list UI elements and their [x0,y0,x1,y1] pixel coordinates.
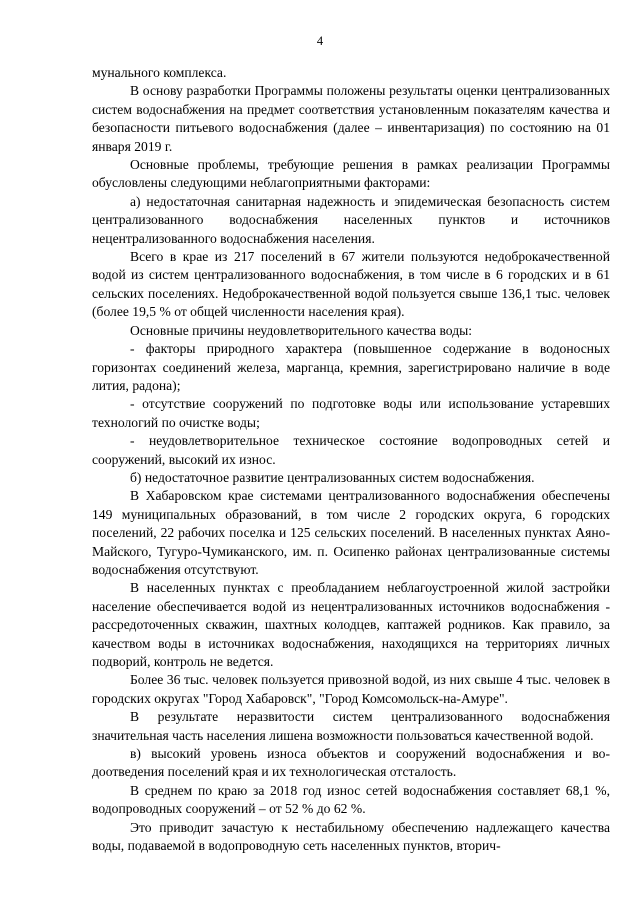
paragraph-main-problems: Основные проблемы, требующие решения в рамках реализации Программы обусловлены следующими неблагоприятными факторами: [92,157,610,191]
paragraph-main-causes: Основные причины неудовлетворительного качества воды: [130,322,473,338]
paragraph-program-basis: В основу разработки Программы положены результаты оценки централизованных систем водоснабжения на предмет соответствия установленным показателям качества и безопасности питьевого водоснабжения (далее – инвентаризация) по состоянию на 01 января 2019 г. [92,83,610,154]
paragraph-factor-b: б) недостаточное развитие централизованных систем водоснабжения. [130,469,535,485]
paragraph-cause-natural: - факторы природного характера (повышенное содержание в водоносных горизонтах соединений железа, марганца, кремния, зарегистрировано наличие в воде лития, радона); [92,341,610,393]
paragraph-delivered-water: Более 36 тыс. человек пользуется привозной водой, из них свыше 4 тыс. человек в городских округах "Город Хабаровск", "Город Комсомольск-на-Амуре". [92,672,610,706]
paragraph-wear-statistics: В среднем по краю за 2018 год износ сетей водоснабжения составляет 68,1 %, водопроводных сооружений – от 52 % до 62 %. [92,782,610,817]
paragraph-continuation: мунального комплекса. [92,65,227,80]
paragraph-consequences: Это приводит зачастую к нестабильному обеспечению надлежащего качества воды, подаваемой в водопроводную сеть населенных пунктов, вторич- [92,819,610,854]
paragraph-poor-quality-water: Всего в крае из 217 поселений в 67 жители пользуются недоброкачественной водой из систем централизованного водоснабжения, в том числе в 6 городских и в 61 сельских поселениях. Недоброкачественной водой пользуется свыше 136,1 тыс. человек (более 19,5 % от общей численности населения края). [92,249,610,320]
paragraph-factor-a: а) недостаточная санитарная надежность и эпидемическая безопасность систем централизованного водоснабжения населенных пунктов и источников нецентрализованного водоснабжения населения. [92,193,610,246]
paragraph-decentralized-sources: В населенных пунктах с преобладанием неблагоустроенной жилой застройки население обеспечивается водой из нецентрализованных источников водоснабжения - рассредоточенных скважин, шахтных колодцев, каптажей родников. Как правило, за качеством воды в источниках водоснабжения, находящихся на территориях личных подворий, контроль не ведется. [92,580,610,669]
body-text [92,64,610,855]
page-number: 4 [316,34,324,48]
paragraph-khabarovsk-systems: В Хабаровском крае системами централизованного водоснабжения обеспечены 149 муниципальных образований, в том числе 2 городских округа, 6 городских поселений, 22 рабочих поселка и 125 сельских поселений. В населенных пунктах Аяно-Майского, Тугуро-Чумиканского, им. п. Осипенко районах централизованные системы водоснабжения отсутствуют. [92,488,610,577]
paragraph-underdevelopment: В результате неразвитости систем централизованного водоснабжения значительная часть населения лишена возможности пользоваться качественной водой. [92,709,610,743]
paragraph-cause-treatment: - отсутствие сооружений по подготовке воды или использование устаревших технологий по очистке воды; [92,396,610,430]
paragraph-factor-c: в) высокий уровень износа объектов и сооружений водоснабжения и водоотведения поселений края и их технологическая отсталость. [92,746,610,780]
paragraph-cause-wear: - неудовлетворительное техническое состояние водопроводных сетей и сооружений, высокий их износ. [92,433,610,467]
